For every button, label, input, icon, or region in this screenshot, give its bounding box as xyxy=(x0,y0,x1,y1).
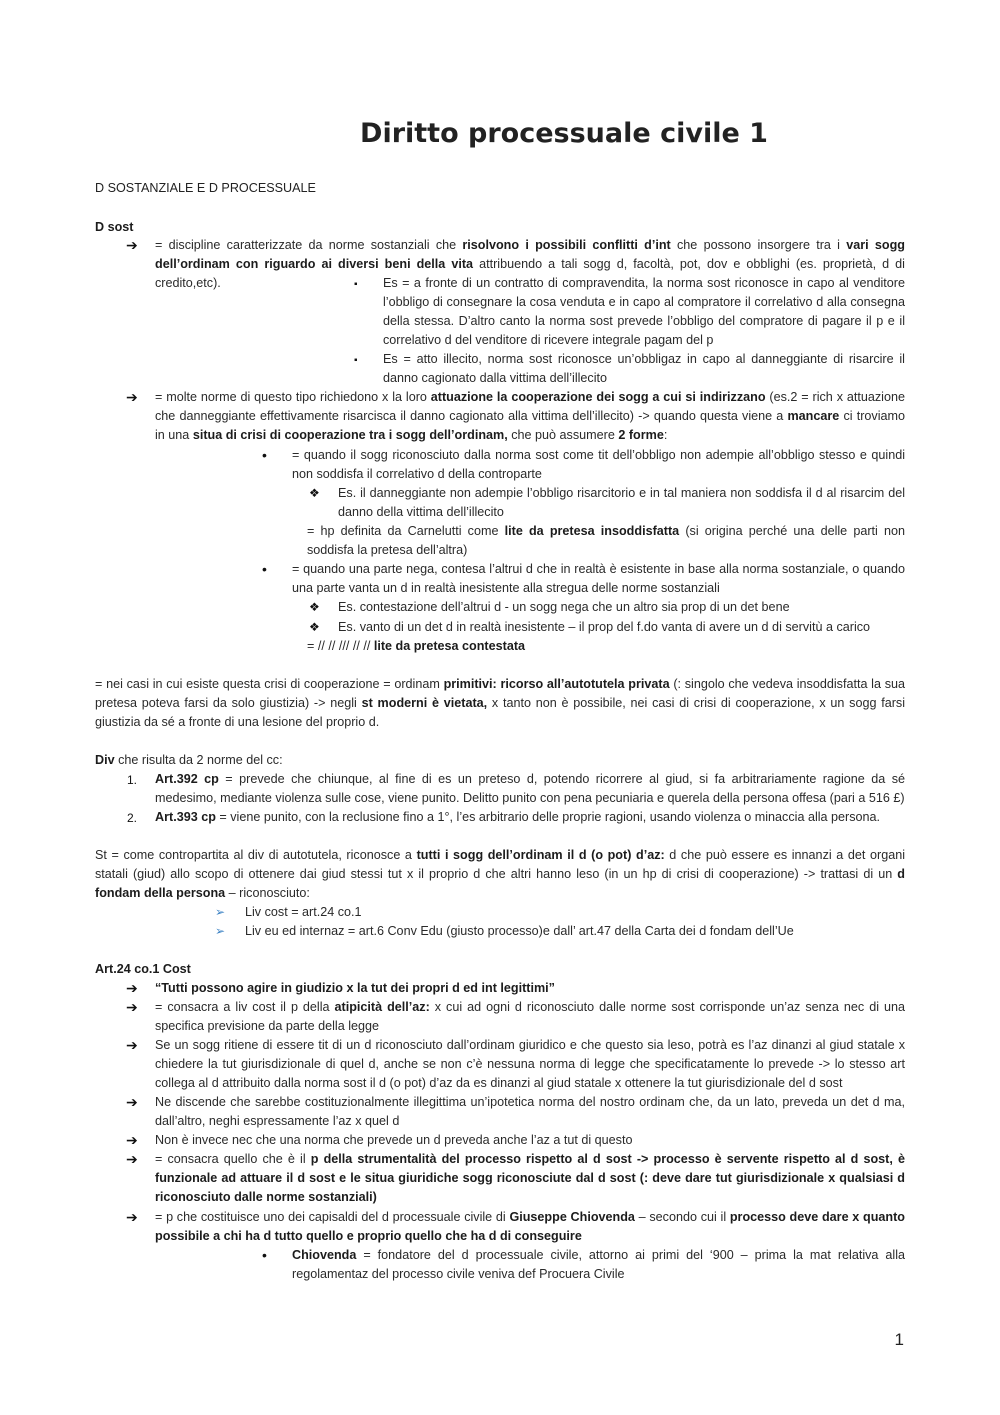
arrow-icon: ➔ xyxy=(126,237,138,253)
text: che possono insorgere tra i xyxy=(670,238,847,252)
text: St = come contropartita al div di autotutela, riconosce a xyxy=(95,848,417,862)
bold-text: con riguardo ai diversi beni della vita xyxy=(235,257,474,271)
list-number: 2. xyxy=(127,811,138,825)
art24-quote: “Tutti possono agire in giudizio x la tut dei propri d ed int legittimi” xyxy=(155,981,555,995)
text: = nei casi in cui esiste questa crisi di cooperazione = ordinam xyxy=(95,677,444,691)
form-two: = quando una parte nega, contesa l’altrui d che in realtà è esistente in base alla norma sostanziale, o quando una parte vanta un d in realtà inesistente alla stregua delle norme sostanziali xyxy=(292,562,905,595)
text: che risulta da 2 norme del cc: xyxy=(114,753,283,767)
bullet-icon: • xyxy=(262,1247,267,1263)
bold-text: risolvono i possibili conflitti d’int xyxy=(462,238,671,252)
hp-carnelutti xyxy=(307,522,905,560)
paragraph-cooperazione xyxy=(155,388,905,445)
section-heading: D SOSTANZIALE E D PROCESSUALE xyxy=(95,181,316,195)
text: = consacra a liv cost il p della xyxy=(155,1000,335,1014)
text: = fondatore del d processuale civile, attorno ai primi del ‘900 – prima la mat relativa alla regolamentaz del processo civile veniva def Procuera Civile xyxy=(292,1248,905,1281)
liv-eu: Liv eu ed internaz = art.6 Conv Edu (giusto processo)e dall’ art.47 della Carta dei d fondam dell’Ue xyxy=(245,924,794,938)
art24-heading: Art.24 co.1 Cost xyxy=(95,962,191,976)
subheading-d-sost: D sost xyxy=(95,220,134,234)
bold-text: primitivi: ricorso all’autotutela privata xyxy=(443,677,670,691)
bold-text: atipicità dell’az: xyxy=(334,1000,430,1014)
example-danneggiante: Es. il danneggiante non adempie l’obbligo risarcitorio e in tal maniera non soddisfa il d al risarcim del danno della vittima dell’illecito xyxy=(338,486,905,519)
text: che può assumere xyxy=(507,428,619,442)
art24-sogg: Se un sogg ritiene di essere tit di un d riconosciuto dall’ordinam giuridico e che questo sia leso, potrà es l’az dinanzi al giud statale x chiedere la tut giurisdizionale di quel d, anche se non c’è nessuna norma di legge che specificatamente lo prevede -> lo stesso art collega al d attribuito dalla norma sost il d (o pot) d’az da es dinanzi al giud statale x ottenere la tut giurisdizionale del d sost xyxy=(155,1038,905,1090)
paragraph-d-az xyxy=(95,846,905,903)
bold-text: situa di crisi di cooperazione tra i sogg dell’ordinam, xyxy=(192,428,508,442)
art-393 xyxy=(155,808,880,827)
bold-text: mancare xyxy=(787,409,840,423)
bold-text: lite da pretesa insoddisfatta xyxy=(504,524,680,538)
art24-non-nec: Non è invece nec che una norma che prevede un d preveda anche l’az a tut di questo xyxy=(155,1133,633,1147)
div-intro xyxy=(95,751,283,770)
liv-cost: Liv cost = art.24 co.1 xyxy=(245,905,362,919)
text: (si origina perché una delle parti non soddisfa la pretesa dell’altra) xyxy=(307,524,906,557)
arrow-icon: ➔ xyxy=(126,1151,138,1167)
bold-text: p della strumentalità del processo rispetto al d sost -> processo è servente rispetto al d sost, è funzionale ad attuare il d sost e le situa giuridiche sogg riconosciute dal d sost (: deve dare tut giurisdizionale x qualsiasi d riconosciuto dalle norme sostanziali) xyxy=(155,1152,906,1204)
example-vanto: Es. vanto di un det d in realtà inesistente – il prop del f.do vanta di avere un d di servitù a carico xyxy=(338,620,871,634)
example-contestazione: Es. contestazione dell’altrui d - un sogg nega che un altro sia prop di un det bene xyxy=(338,600,790,614)
bold-text: Giuseppe Chiovenda xyxy=(509,1210,635,1224)
art24-atipicita xyxy=(155,998,905,1036)
text: (es.2 = rich x attuazione che danneggiante effettivamente risarcisca il danno cagionato alla vittima dell’illecito) -> quando questa viene a xyxy=(155,390,905,423)
bold-text: d fondam della persona xyxy=(95,867,905,900)
arrow-icon: ➔ xyxy=(126,389,138,405)
chevron-bullet-icon: ➢ xyxy=(215,924,226,938)
text: (: singolo che vedeva insoddisfatta la sua pretesa poteva farsi da solo giustizia) -> negli xyxy=(95,677,906,710)
arrow-icon: ➔ xyxy=(126,1094,138,1110)
text: = consacra quello che è il xyxy=(155,1152,311,1166)
diamond-bullet-icon: ❖ xyxy=(309,600,320,614)
chiovenda-note xyxy=(292,1246,905,1284)
square-bullet-icon: ▪ xyxy=(354,279,358,290)
text: : xyxy=(663,428,668,442)
form-one: = quando il sogg riconosciuto dalla norma sost come tit dell’obbligo non adempie all’obbligo stesso e quindi non soddisfa il correlativo d della controparte xyxy=(292,448,905,481)
arrow-icon: ➔ xyxy=(126,980,138,996)
arrow-icon: ➔ xyxy=(126,999,138,1015)
text: x cui ad ogni d riconosciuto dalle norme sost corrisponde un’az senza nec di una specifica previsione da parte della legge xyxy=(155,1000,905,1033)
text: – secondo cui il xyxy=(634,1210,730,1224)
page-title: Diritto processuale civile 1 xyxy=(360,118,768,149)
diamond-bullet-icon: ❖ xyxy=(309,486,320,500)
text: d che può essere es innanzi a det organi statali (giud) allo scopo di ottenere dai giud stessi tut x il proprio d che altri hanno leso (in un hp di crisi di cooperazione) -> trattasi di un xyxy=(95,848,906,881)
art24-illegittima: Ne discende che sarebbe costituzionalmente illegittima un’ipotetica norma del nostro ordinam che, da un lato, preveda un det d ma, dall’altro, neghi espressamente l’az x quel d xyxy=(155,1095,905,1128)
bold-text: Art.393 cp xyxy=(155,810,216,824)
bold-text: st moderni è vietata, xyxy=(361,696,488,710)
text: x tanto non è possibile, nei casi di crisi di cooperazione, x un sogg farsi giustizia da sé a fronte di una lesione del proprio d. xyxy=(95,696,905,729)
art24-chiovenda xyxy=(155,1208,905,1246)
text: ci troviamo in una xyxy=(155,409,905,442)
text: = viene punito, con la reclusione fino a 1°, l’es arbitrario delle proprie ragioni, usando violenza o minaccia alla persona. xyxy=(215,810,881,824)
bold-text: Art.392 cp xyxy=(155,772,219,786)
text: = discipline caratterizzate da norme sostanziali che xyxy=(155,238,463,252)
square-bullet-icon: ▪ xyxy=(354,355,358,366)
text: = p che costituisce uno dei capisaldi del d processuale civile di xyxy=(155,1210,510,1224)
page-number: 1 xyxy=(894,1330,904,1349)
bold-text: attuazione la cooperazione dei sogg a cui si indirizzano xyxy=(430,390,766,404)
bullet-icon: • xyxy=(262,447,267,463)
art-392 xyxy=(155,770,905,808)
text: = prevede che chiunque, al fine di es un preteso d, potendo ricorrere al giud, si fa arbitrariamente ragione da sé medesimo, mediante violenza sulle cose, viene punito. Delitto punito con pena pecuniaria e querela della persona offesa (pari a 516 £) xyxy=(155,772,905,805)
bold-text: processo deve dare x quanto possibile a chi ha d tutto quello e proprio quello che ha d di conseguire xyxy=(155,1210,905,1243)
bullet-icon: • xyxy=(262,561,267,577)
art24-strumentalita xyxy=(155,1150,905,1207)
text: = hp definita da Carnelutti come xyxy=(307,524,505,538)
arrow-icon: ➔ xyxy=(126,1209,138,1225)
hp-contestata xyxy=(307,637,525,656)
text: = molte norme di questo tipo richiedono x la loro xyxy=(155,390,431,404)
bold-text: 2 forme xyxy=(618,428,664,442)
text: – riconosciuto: xyxy=(225,886,310,900)
example-compravendita: Es = a fronte di un contratto di compravendita, la norma sost riconosce in capo al venditore l’obbligo di consegnare la cosa venduta e in capo al compratore il correlativo d alla consegna della stessa. D’altro canto la norma sost prevede l’obbligo del compratore di pagare il p e il correlativo d del venditore di ricevere integrale pagam del p xyxy=(383,276,905,347)
bold-text: vari sogg dell’ordinam xyxy=(155,238,905,271)
list-number: 1. xyxy=(127,773,138,787)
text: = // // /// // // xyxy=(307,639,374,653)
paragraph-autotutela xyxy=(95,675,905,732)
arrow-icon: ➔ xyxy=(126,1132,138,1148)
bold-text: lite da pretesa contestata xyxy=(373,639,526,653)
text: attribuendo a tali sogg d, facoltà, pot, dov e obblighi (es. proprietà, d di credito,etc). xyxy=(155,257,905,290)
chevron-bullet-icon: ➢ xyxy=(215,905,226,919)
bold-text: Chiovenda xyxy=(292,1248,357,1262)
arrow-icon: ➔ xyxy=(126,1037,138,1053)
bold-text: Div xyxy=(95,753,115,767)
diamond-bullet-icon: ❖ xyxy=(309,620,320,634)
bold-text: tutti i sogg dell’ordinam il d (o pot) d’az: xyxy=(416,848,665,862)
example-atto-illecito: Es = atto illecito, norma sost riconosce un’obbligaz in capo al danneggiante di risarcire il danno cagionato dalla vittima dell’illecito xyxy=(383,352,905,385)
